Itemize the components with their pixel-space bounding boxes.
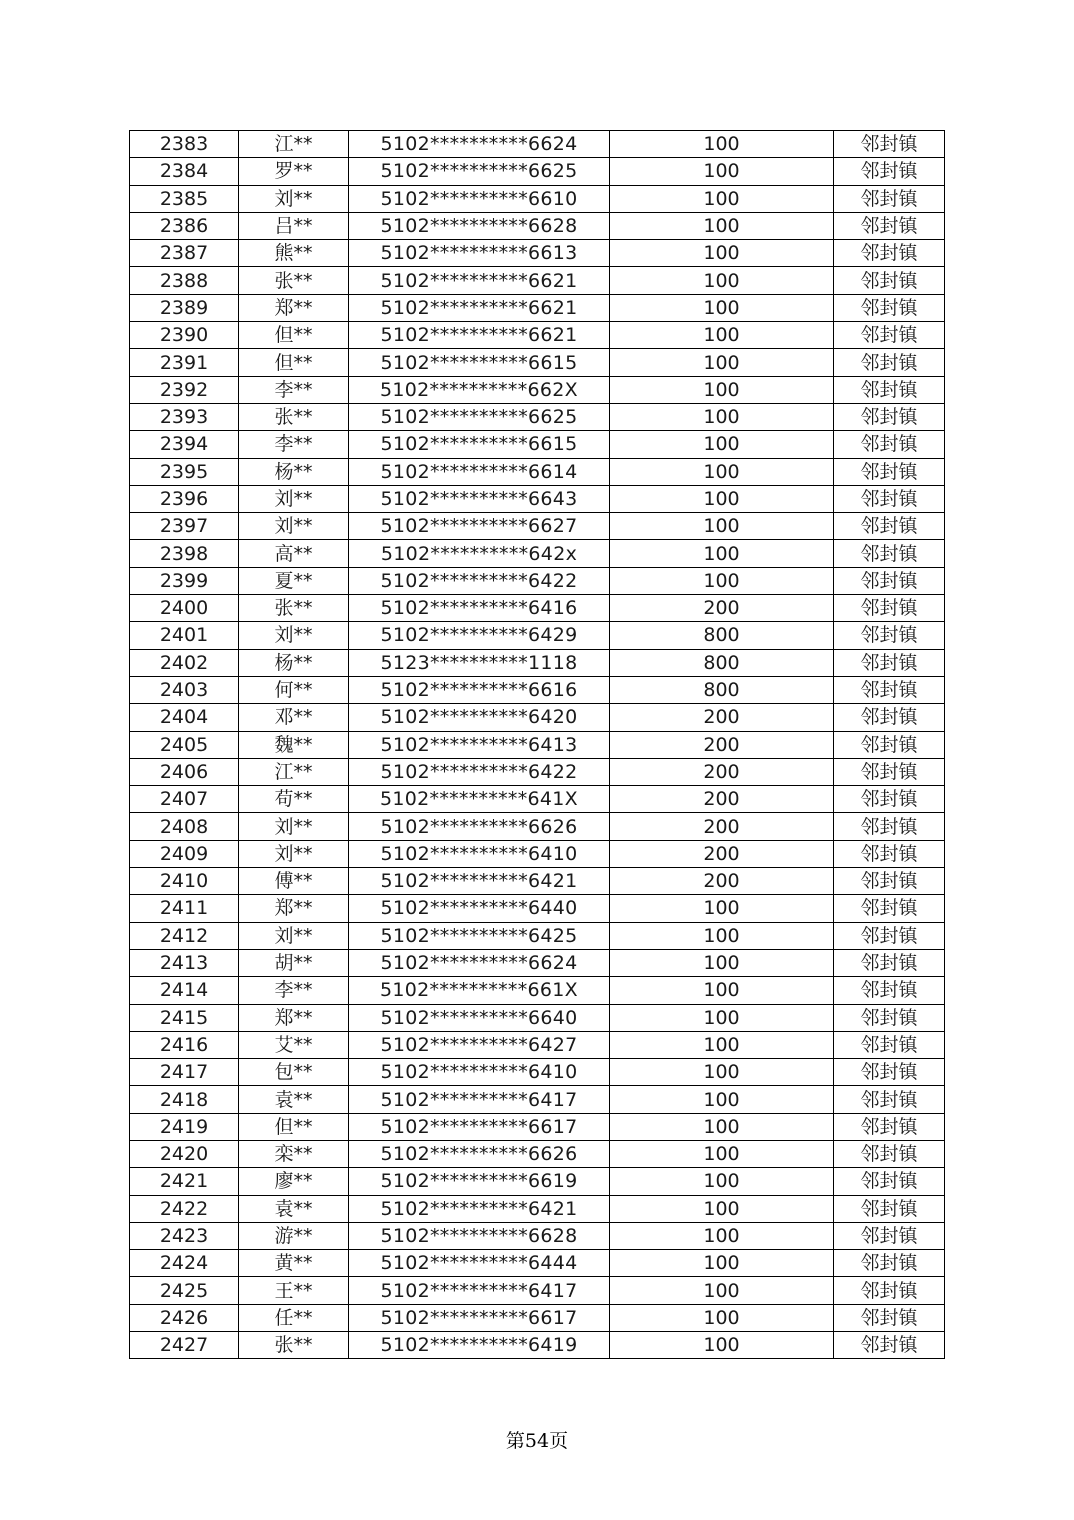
name-cell: 刘** — [239, 185, 349, 212]
table-row — [130, 949, 945, 976]
name-cell: 游** — [239, 1222, 349, 1249]
town-cell: 邻封镇 — [834, 1195, 945, 1222]
name-cell: 胡** — [239, 949, 349, 976]
table-row — [130, 322, 945, 349]
table-row — [130, 376, 945, 403]
table-row — [130, 158, 945, 185]
amount-cell: 100 — [610, 349, 834, 376]
name-cell: 傅** — [239, 868, 349, 895]
row-number-cell: 2397 — [130, 513, 239, 540]
amount-cell: 100 — [610, 1140, 834, 1167]
amount-cell: 800 — [610, 622, 834, 649]
table-row — [130, 294, 945, 321]
id-number-cell: 5102**********6628 — [349, 1222, 610, 1249]
id-number-cell: 5102**********642x — [349, 540, 610, 567]
row-number-cell: 2421 — [130, 1168, 239, 1195]
row-number-cell: 2426 — [130, 1304, 239, 1331]
row-number-cell: 2410 — [130, 868, 239, 895]
name-cell: 邓** — [239, 704, 349, 731]
row-number-cell: 2391 — [130, 349, 239, 376]
id-number-cell: 5102**********6422 — [349, 758, 610, 785]
amount-cell: 100 — [610, 185, 834, 212]
town-cell: 邻封镇 — [834, 240, 945, 267]
table-row — [130, 1168, 945, 1195]
amount-cell: 100 — [610, 212, 834, 239]
amount-cell: 100 — [610, 1277, 834, 1304]
id-number-cell: 5102**********6417 — [349, 1277, 610, 1304]
row-number-cell: 2406 — [130, 758, 239, 785]
town-cell: 邻封镇 — [834, 158, 945, 185]
name-cell: 王** — [239, 1277, 349, 1304]
id-number-cell: 5102**********6410 — [349, 840, 610, 867]
id-number-cell: 5102**********6427 — [349, 1031, 610, 1058]
name-cell: 杨** — [239, 649, 349, 676]
table-row — [130, 1113, 945, 1140]
id-number-cell: 5102**********6621 — [349, 322, 610, 349]
table-row — [130, 1004, 945, 1031]
town-cell: 邻封镇 — [834, 131, 945, 158]
row-number-cell: 2422 — [130, 1195, 239, 1222]
roster-table — [129, 130, 945, 1359]
table-row — [130, 731, 945, 758]
name-cell: 刘** — [239, 485, 349, 512]
id-number-cell: 5102**********6420 — [349, 704, 610, 731]
table-row — [130, 1059, 945, 1086]
name-cell: 吕** — [239, 212, 349, 239]
name-cell: 艾** — [239, 1031, 349, 1058]
row-number-cell: 2407 — [130, 786, 239, 813]
row-number-cell: 2414 — [130, 977, 239, 1004]
town-cell: 邻封镇 — [834, 567, 945, 594]
table-row — [130, 212, 945, 239]
row-number-cell: 2396 — [130, 485, 239, 512]
row-number-cell: 2415 — [130, 1004, 239, 1031]
amount-cell: 100 — [610, 294, 834, 321]
row-number-cell: 2419 — [130, 1113, 239, 1140]
table-row — [130, 786, 945, 813]
table-row — [130, 513, 945, 540]
town-cell: 邻封镇 — [834, 622, 945, 649]
name-cell: 江** — [239, 758, 349, 785]
id-number-cell: 5102**********6613 — [349, 240, 610, 267]
amount-cell: 100 — [610, 431, 834, 458]
id-number-cell: 5102**********6429 — [349, 622, 610, 649]
row-number-cell: 2395 — [130, 458, 239, 485]
row-number-cell: 2402 — [130, 649, 239, 676]
page-number: 第54页 — [505, 1430, 569, 1452]
amount-cell: 200 — [610, 731, 834, 758]
amount-cell: 200 — [610, 595, 834, 622]
table-row — [130, 977, 945, 1004]
town-cell: 邻封镇 — [834, 458, 945, 485]
id-number-cell: 5102**********6419 — [349, 1332, 610, 1359]
name-cell: 罗** — [239, 158, 349, 185]
table-row — [130, 1195, 945, 1222]
amount-cell: 100 — [610, 895, 834, 922]
amount-cell: 100 — [610, 540, 834, 567]
row-number-cell: 2405 — [130, 731, 239, 758]
amount-cell: 200 — [610, 786, 834, 813]
town-cell: 邻封镇 — [834, 676, 945, 703]
amount-cell: 100 — [610, 1086, 834, 1113]
amount-cell: 100 — [610, 240, 834, 267]
id-number-cell: 5102**********6625 — [349, 158, 610, 185]
name-cell: 栾** — [239, 1140, 349, 1167]
amount-cell: 100 — [610, 1304, 834, 1331]
row-number-cell: 2400 — [130, 595, 239, 622]
name-cell: 刘** — [239, 622, 349, 649]
table-row — [130, 131, 945, 158]
town-cell: 邻封镇 — [834, 485, 945, 512]
town-cell: 邻封镇 — [834, 813, 945, 840]
row-number-cell: 2425 — [130, 1277, 239, 1304]
id-number-cell: 5102**********6440 — [349, 895, 610, 922]
id-number-cell: 5102**********641X — [349, 786, 610, 813]
id-number-cell: 5102**********6614 — [349, 458, 610, 485]
name-cell: 李** — [239, 977, 349, 1004]
town-cell: 邻封镇 — [834, 895, 945, 922]
table-row — [130, 403, 945, 430]
table-row — [130, 704, 945, 731]
town-cell: 邻封镇 — [834, 840, 945, 867]
name-cell: 袁** — [239, 1195, 349, 1222]
town-cell: 邻封镇 — [834, 431, 945, 458]
amount-cell: 100 — [610, 1031, 834, 1058]
name-cell: 张** — [239, 595, 349, 622]
name-cell: 苟** — [239, 786, 349, 813]
table-row — [130, 895, 945, 922]
town-cell: 邻封镇 — [834, 513, 945, 540]
table-row — [130, 349, 945, 376]
row-number-cell: 2386 — [130, 212, 239, 239]
table-row — [130, 431, 945, 458]
town-cell: 邻封镇 — [834, 1086, 945, 1113]
town-cell: 邻封镇 — [834, 349, 945, 376]
table-row — [130, 840, 945, 867]
name-cell: 黄** — [239, 1250, 349, 1277]
row-number-cell: 2401 — [130, 622, 239, 649]
amount-cell: 100 — [610, 567, 834, 594]
amount-cell: 200 — [610, 704, 834, 731]
town-cell: 邻封镇 — [834, 294, 945, 321]
table-row — [130, 1086, 945, 1113]
name-cell: 郑** — [239, 294, 349, 321]
amount-cell: 100 — [610, 1004, 834, 1031]
town-cell: 邻封镇 — [834, 267, 945, 294]
amount-cell: 100 — [610, 322, 834, 349]
row-number-cell: 2390 — [130, 322, 239, 349]
town-cell: 邻封镇 — [834, 868, 945, 895]
town-cell: 邻封镇 — [834, 403, 945, 430]
amount-cell: 100 — [610, 1332, 834, 1359]
table-row — [130, 1222, 945, 1249]
row-number-cell: 2417 — [130, 1059, 239, 1086]
id-number-cell: 5102**********6615 — [349, 349, 610, 376]
name-cell: 张** — [239, 267, 349, 294]
amount-cell: 100 — [610, 458, 834, 485]
town-cell: 邻封镇 — [834, 1059, 945, 1086]
name-cell: 江** — [239, 131, 349, 158]
id-number-cell: 5102**********6425 — [349, 922, 610, 949]
amount-cell: 200 — [610, 813, 834, 840]
id-number-cell: 5102**********6640 — [349, 1004, 610, 1031]
id-number-cell: 5102**********6421 — [349, 1195, 610, 1222]
name-cell: 李** — [239, 376, 349, 403]
town-cell: 邻封镇 — [834, 376, 945, 403]
table-row — [130, 1250, 945, 1277]
name-cell: 袁** — [239, 1086, 349, 1113]
id-number-cell: 5102**********6628 — [349, 212, 610, 239]
amount-cell: 200 — [610, 868, 834, 895]
id-number-cell: 5102**********6617 — [349, 1304, 610, 1331]
amount-cell: 100 — [610, 1113, 834, 1140]
name-cell: 郑** — [239, 1004, 349, 1031]
row-number-cell: 2413 — [130, 949, 239, 976]
amount-cell: 100 — [610, 1250, 834, 1277]
town-cell: 邻封镇 — [834, 1113, 945, 1140]
name-cell: 张** — [239, 403, 349, 430]
row-number-cell: 2420 — [130, 1140, 239, 1167]
row-number-cell: 2388 — [130, 267, 239, 294]
id-number-cell: 5102**********6417 — [349, 1086, 610, 1113]
amount-cell: 100 — [610, 922, 834, 949]
amount-cell: 100 — [610, 1168, 834, 1195]
id-number-cell: 5102**********6627 — [349, 513, 610, 540]
town-cell: 邻封镇 — [834, 1168, 945, 1195]
row-number-cell: 2392 — [130, 376, 239, 403]
town-cell: 邻封镇 — [834, 1277, 945, 1304]
table-row — [130, 267, 945, 294]
amount-cell: 100 — [610, 1195, 834, 1222]
table-row — [130, 649, 945, 676]
town-cell: 邻封镇 — [834, 1222, 945, 1249]
table-row — [130, 1277, 945, 1304]
town-cell: 邻封镇 — [834, 1004, 945, 1031]
table-row — [130, 1332, 945, 1359]
table-row — [130, 185, 945, 212]
amount-cell: 100 — [610, 513, 834, 540]
id-number-cell: 5102**********6621 — [349, 267, 610, 294]
id-number-cell: 5102**********6413 — [349, 731, 610, 758]
amount-cell: 100 — [610, 267, 834, 294]
amount-cell: 100 — [610, 1059, 834, 1086]
table-row — [130, 1031, 945, 1058]
row-number-cell: 2416 — [130, 1031, 239, 1058]
id-number-cell: 5102**********661X — [349, 977, 610, 1004]
town-cell: 邻封镇 — [834, 185, 945, 212]
name-cell: 廖** — [239, 1168, 349, 1195]
id-number-cell: 5102**********6624 — [349, 949, 610, 976]
row-number-cell: 2394 — [130, 431, 239, 458]
id-number-cell: 5102**********6619 — [349, 1168, 610, 1195]
id-number-cell: 5102**********6444 — [349, 1250, 610, 1277]
town-cell: 邻封镇 — [834, 1140, 945, 1167]
table-row — [130, 868, 945, 895]
town-cell: 邻封镇 — [834, 1250, 945, 1277]
name-cell: 夏** — [239, 567, 349, 594]
name-cell: 刘** — [239, 922, 349, 949]
amount-cell: 100 — [610, 485, 834, 512]
row-number-cell: 2418 — [130, 1086, 239, 1113]
id-number-cell: 5102**********662X — [349, 376, 610, 403]
town-cell: 邻封镇 — [834, 540, 945, 567]
amount-cell: 100 — [610, 403, 834, 430]
table-row — [130, 922, 945, 949]
table-row — [130, 595, 945, 622]
table-row — [130, 240, 945, 267]
amount-cell: 800 — [610, 649, 834, 676]
amount-cell: 100 — [610, 977, 834, 1004]
name-cell: 熊** — [239, 240, 349, 267]
id-number-cell: 5102**********6422 — [349, 567, 610, 594]
amount-cell: 100 — [610, 376, 834, 403]
row-number-cell: 2384 — [130, 158, 239, 185]
amount-cell: 200 — [610, 758, 834, 785]
id-number-cell: 5123**********1118 — [349, 649, 610, 676]
name-cell: 杨** — [239, 458, 349, 485]
amount-cell: 100 — [610, 158, 834, 185]
name-cell: 何** — [239, 676, 349, 703]
row-number-cell: 2403 — [130, 676, 239, 703]
row-number-cell: 2424 — [130, 1250, 239, 1277]
amount-cell: 100 — [610, 131, 834, 158]
row-number-cell: 2389 — [130, 294, 239, 321]
id-number-cell: 5102**********6626 — [349, 813, 610, 840]
row-number-cell: 2404 — [130, 704, 239, 731]
table-row — [130, 458, 945, 485]
name-cell: 但** — [239, 349, 349, 376]
town-cell: 邻封镇 — [834, 322, 945, 349]
id-number-cell: 5102**********6410 — [349, 1059, 610, 1086]
row-number-cell: 2408 — [130, 813, 239, 840]
town-cell: 邻封镇 — [834, 1332, 945, 1359]
row-number-cell: 2393 — [130, 403, 239, 430]
row-number-cell: 2412 — [130, 922, 239, 949]
town-cell: 邻封镇 — [834, 704, 945, 731]
town-cell: 邻封镇 — [834, 1031, 945, 1058]
name-cell: 张** — [239, 1332, 349, 1359]
id-number-cell: 5102**********6625 — [349, 403, 610, 430]
row-number-cell: 2385 — [130, 185, 239, 212]
name-cell: 魏** — [239, 731, 349, 758]
town-cell: 邻封镇 — [834, 731, 945, 758]
id-number-cell: 5102**********6610 — [349, 185, 610, 212]
row-number-cell: 2383 — [130, 131, 239, 158]
table-row — [130, 485, 945, 512]
town-cell: 邻封镇 — [834, 786, 945, 813]
amount-cell: 100 — [610, 1222, 834, 1249]
name-cell: 郑** — [239, 895, 349, 922]
town-cell: 邻封镇 — [834, 649, 945, 676]
row-number-cell: 2399 — [130, 567, 239, 594]
table-row — [130, 1304, 945, 1331]
table-row — [130, 540, 945, 567]
table-row — [130, 758, 945, 785]
id-number-cell: 5102**********6416 — [349, 595, 610, 622]
id-number-cell: 5102**********6617 — [349, 1113, 610, 1140]
table-row — [130, 676, 945, 703]
id-number-cell: 5102**********6616 — [349, 676, 610, 703]
town-cell: 邻封镇 — [834, 922, 945, 949]
table-row — [130, 1140, 945, 1167]
id-number-cell: 5102**********6621 — [349, 294, 610, 321]
name-cell: 但** — [239, 322, 349, 349]
name-cell: 高** — [239, 540, 349, 567]
name-cell: 但** — [239, 1113, 349, 1140]
name-cell: 刘** — [239, 513, 349, 540]
row-number-cell: 2387 — [130, 240, 239, 267]
amount-cell: 800 — [610, 676, 834, 703]
name-cell: 刘** — [239, 813, 349, 840]
amount-cell: 100 — [610, 949, 834, 976]
row-number-cell: 2427 — [130, 1332, 239, 1359]
table-row — [130, 567, 945, 594]
id-number-cell: 5102**********6421 — [349, 868, 610, 895]
name-cell: 刘** — [239, 840, 349, 867]
row-number-cell: 2423 — [130, 1222, 239, 1249]
row-number-cell: 2409 — [130, 840, 239, 867]
id-number-cell: 5102**********6615 — [349, 431, 610, 458]
row-number-cell: 2411 — [130, 895, 239, 922]
name-cell: 李** — [239, 431, 349, 458]
id-number-cell: 5102**********6626 — [349, 1140, 610, 1167]
town-cell: 邻封镇 — [834, 595, 945, 622]
town-cell: 邻封镇 — [834, 949, 945, 976]
name-cell: 包** — [239, 1059, 349, 1086]
id-number-cell: 5102**********6643 — [349, 485, 610, 512]
amount-cell: 200 — [610, 840, 834, 867]
town-cell: 邻封镇 — [834, 758, 945, 785]
town-cell: 邻封镇 — [834, 1304, 945, 1331]
town-cell: 邻封镇 — [834, 977, 945, 1004]
name-cell: 任** — [239, 1304, 349, 1331]
town-cell: 邻封镇 — [834, 212, 945, 239]
roster-table-body — [130, 131, 945, 1359]
table-row — [130, 622, 945, 649]
table-row — [130, 813, 945, 840]
id-number-cell: 5102**********6624 — [349, 131, 610, 158]
row-number-cell: 2398 — [130, 540, 239, 567]
